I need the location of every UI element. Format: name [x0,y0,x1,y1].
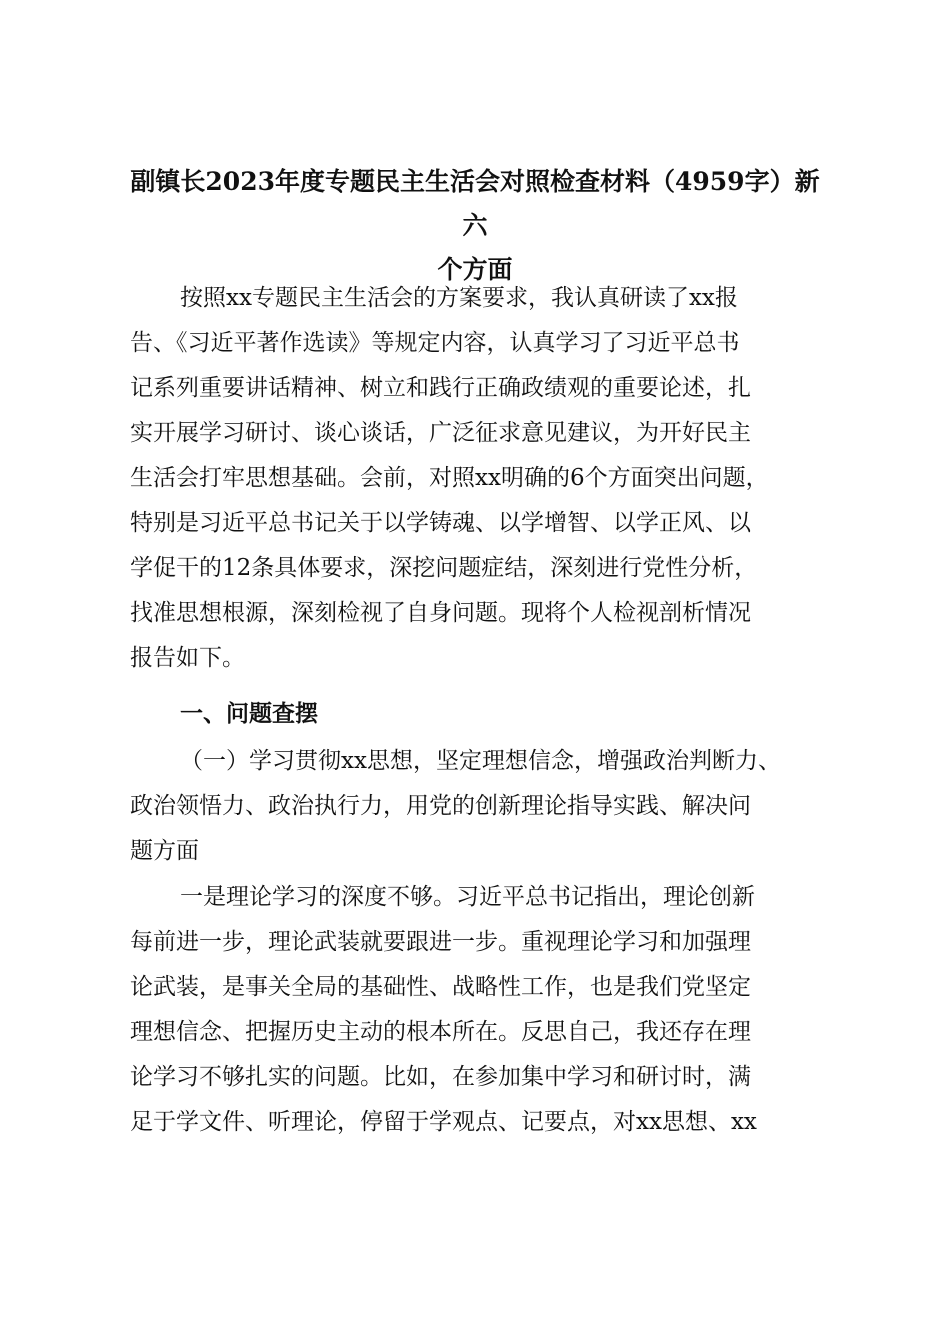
intro-line-4: 实开展学习研讨、谈心谈话，广泛征求意见建议，为开好民主 [130,420,751,446]
intro-line-1: 按照xx专题民主生活会的方案要求，我认真研读了xx报 [180,285,738,311]
document-title [120,160,830,292]
intro-line-6: 特别是习近平总书记关于以学铸魂、以学增智、以学正风、以 [130,510,751,536]
body-line-2: 每前进一步，理论武装就要跟进一步。重视理论学习和加强理 [130,929,751,955]
intro-line-3: 记系列重要讲话精神、树立和践行正确政绩观的重要论述，扎 [130,375,751,401]
intro-line-2: 告、《习近平著作选读》等规定内容，认真学习了习近平总书 [130,330,740,356]
intro-line-9: 报告如下。 [130,645,245,671]
section-heading-1: 一、问题查摆 [180,700,318,727]
intro-line-8: 找准思想根源，深刻检视了自身问题。现将个人检视剖析情况 [130,600,751,626]
body-line-6: 足于学文件、听理论，停留于学观点、记要点，对xx思想、xx [130,1109,757,1135]
body-line-4: 理想信念、把握历史主动的根本所在。反思自己，我还存在理 [130,1019,751,1045]
title-line-2: 个方面 [437,255,513,284]
body-line-3: 论武装，是事关全局的基础性、战略性工作，也是我们党坚定 [130,974,751,1000]
title-line-1: 副镇长2023年度专题民主生活会对照检查材料（4959字）新六 [130,167,820,240]
intro-line-5: 生活会打牢思想基础。会前，对照xx明确的6个方面突出问题， [130,465,769,491]
intro-line-7: 学促干的12条具体要求，深挖问题症结，深刻进行党性分析， [130,555,758,581]
body-line-1: 一是理论学习的深度不够。习近平总书记指出，理论创新 [180,884,755,910]
subsection-heading-line-1: （一）学习贯彻xx思想，坚定理想信念，增强政治判断力、 [180,748,781,774]
subsection-heading-line-3: 题方面 [130,838,199,864]
subsection-heading-line-2: 政治领悟力、政治执行力，用党的创新理论指导实践、解决问 [130,793,751,819]
body-line-5: 论学习不够扎实的问题。比如，在参加集中学习和研讨时，满 [130,1064,751,1090]
